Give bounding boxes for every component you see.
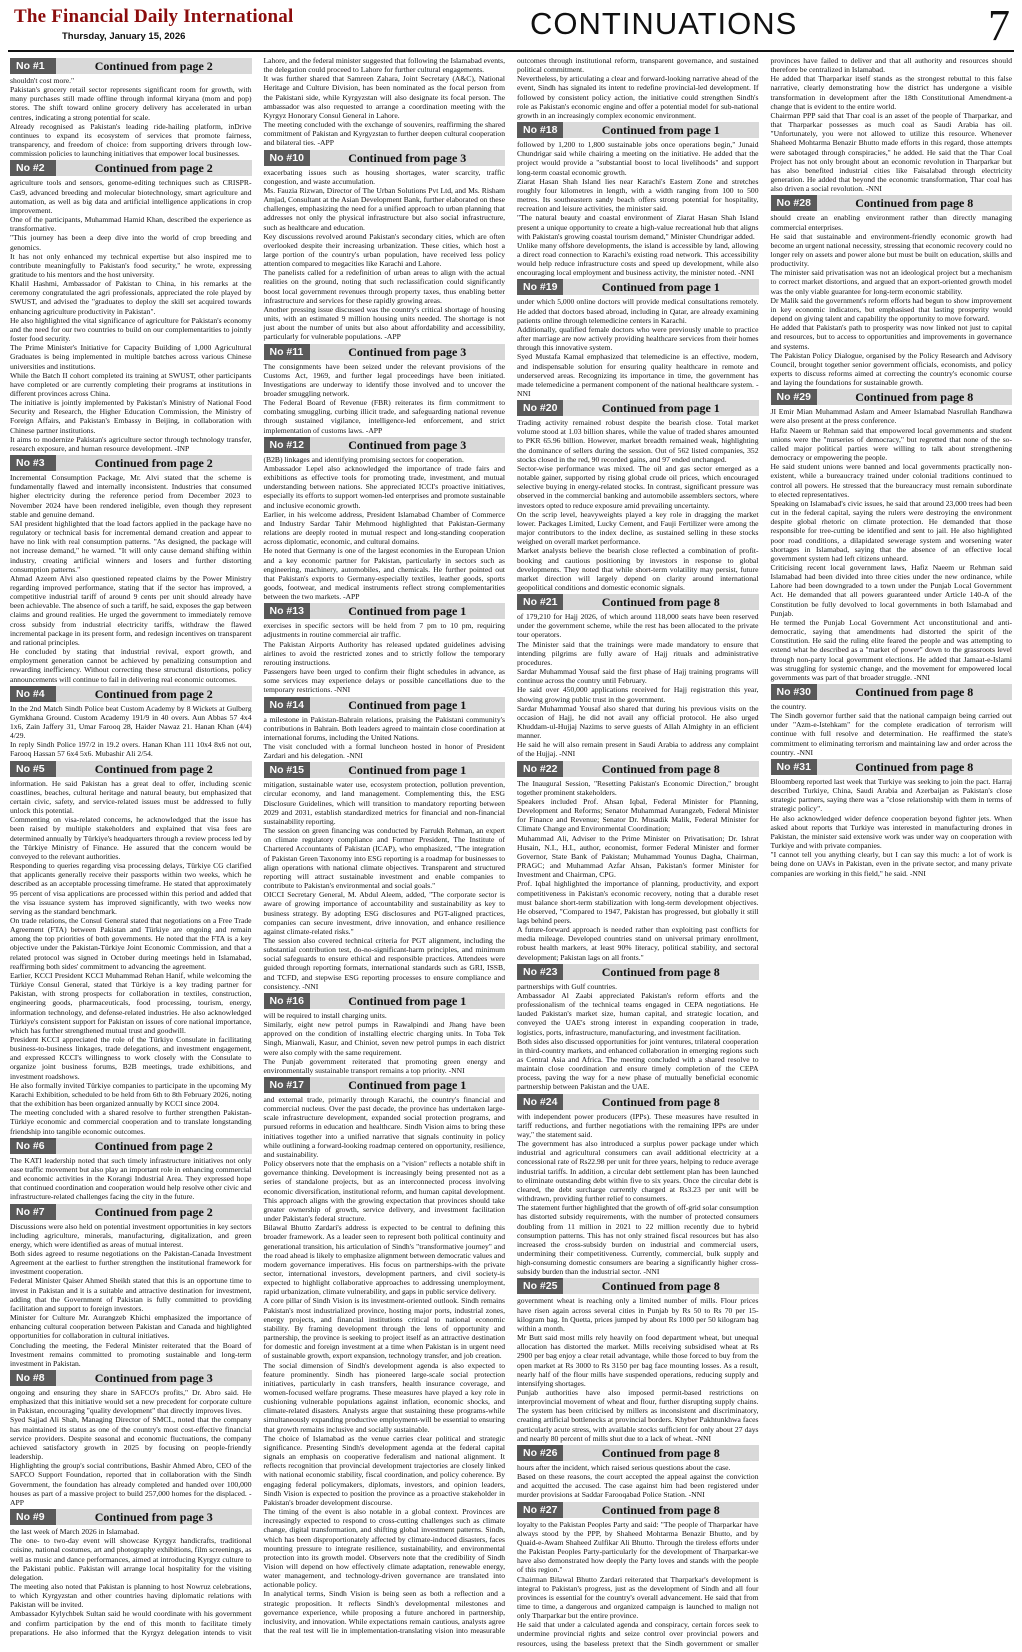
story-paragraph: Khalil Hashmi, Ambassador of Pakistan to China, in his remarks at the ceremony congratulated the agri professionals, appreciated the role played by SWUST, and advised the "graduates to deploy the skill set acquired towards enhancing agriculture productivity in Pakistan". bbox=[10, 279, 252, 316]
story-body bbox=[517, 418, 759, 592]
story-paragraph: The Inaugural Session, "Resetting Pakistan's Economic Direction," brought together prominent stakeholders. bbox=[517, 778, 759, 797]
continued-story bbox=[517, 594, 759, 759]
continued-story bbox=[517, 122, 759, 277]
story-paragraph: He also acknowledged wider defence cooperation beyond fighter jets. When asked about reports that Turkiye was interested in manufacturing drones in Pakistan, the minister said extensive work was under way on cooperation with Turkiye and with private companies. bbox=[770, 813, 1012, 851]
story-header bbox=[264, 603, 506, 619]
story-paragraph: He said student unions were banned and local governments practically non-existent, while a bureaucracy trained under colonial traditions continued to control all powers. He stressed that the bureaucracy must remain subordinate to elected representatives. bbox=[770, 462, 1012, 499]
section-title: CONTINUATIONS bbox=[530, 6, 798, 41]
story-paragraph: (B2B) linkages and identifying promising sectors for cooperation. bbox=[263, 454, 464, 464]
story-number: No #5 bbox=[10, 761, 56, 777]
continued-from-label: Continued from page 3 bbox=[348, 437, 467, 452]
story-header bbox=[10, 1138, 252, 1154]
story-paragraph: Ms. Fauzia Rizwan, Director of The Urban Solutions Pvt Ltd, and Ms. Risham Amjad, Consultant at the Asian Development Bank, further elaborated on these challenges, emphasizing the need for a unified approach to urban planning that addresses not only the physical infrastructure but also social infrastructure, such as healthcare and education. bbox=[263, 185, 505, 232]
story-paragraph: Sardar Muhammad Yousaf also shared that during his previous visits on the occasion of Hajj, he did not avail any official protocol. He also urged Khuddam-ul-Hujjaj Nazims to serve guests of Allah Almighty in an efficient manner. bbox=[517, 703, 759, 741]
story-body bbox=[517, 779, 759, 962]
story-paragraph: Discussions were also held on potential investment opportunities in key sectors including agriculture, minerals, manufacturing, digitalization, and green energy, which were identified as areas of mutual interest. bbox=[10, 1221, 252, 1249]
story-paragraph: He also highlighted the vital significance of agriculture for Pakistan's economy and the need for our two countries to build on our complementarities to jointly foster food security. bbox=[10, 315, 252, 344]
story-paragraph: Market analysts believe the bearish close reflected a combination of profit-booking and cautious positioning by investors in response to global developments. They noted that while short-term volatility may persist, future market direction will largely depend on clarity around international geopolitical conditions and domestic economic signals. bbox=[517, 546, 759, 592]
story-body bbox=[10, 779, 252, 1136]
story-paragraph: In reply Sindh Police 197/2 in 19.2 overs. Hanan Khan 111 10x4 8x6 not out, Farooq Hassan 57 6x4 5x6. Mubashir Ali 2/54. bbox=[10, 740, 252, 759]
story-body bbox=[517, 140, 759, 277]
story-number: No #26 bbox=[517, 1445, 563, 1461]
story-paragraph: The Federal Board of Revenue (FBR) reiterates its firm commitment to combating smuggling, curbing illicit trade, and safeguarding national revenue through sustained vigilance, intelligence-led enforcement, and strict implementation of customs laws. -APP bbox=[263, 398, 505, 435]
story-paragraph: Key discussions revolved around Pakistan's secondary cities, which are often overlooked despite their increasing urbanization. These cities, which host a large portion of the country's urban population, have received less policy attention compared to megacities like Karachi and Lahore. bbox=[263, 231, 505, 269]
story-paragraph: He also formally invited Türkiye companies to participate in the upcoming My Karachi Exhibition, scheduled to be held from 6th to 8th February 2026, noting that the exhibition has been organized annually by KCCI since 2004. bbox=[10, 1080, 252, 1109]
story-paragraph: Concluding the meeting, the Federal Minister reiterated that the Board of Investment remains committed to promoting sustainable and long-term investment in Pakistan. bbox=[10, 1340, 252, 1368]
story-body bbox=[517, 1112, 759, 1277]
story-paragraph: It aims to modernize Pakistan's agriculture sector through technology transfer, research exposure, and human resource development. -INP bbox=[10, 434, 252, 453]
story-body bbox=[771, 702, 1013, 757]
story-paragraph: It was further shared that Samreen Zahara, Joint Secretary (A&C), National Heritage and Culture Division, has been nominated as the focal person from the Pakistani side, while Kyrgyzstan will also designate its focal person. The ambassador was also requested to arrange a coordination meeting with the Kyrgyz Honorary Consul General in Lahore. bbox=[263, 74, 505, 120]
story-paragraph: the last week of March 2026 in Islamabad. bbox=[10, 1527, 140, 1537]
continued-from-label: Continued from page 2 bbox=[94, 161, 213, 176]
story-paragraph: Already recognised as Pakistan's leading ride-hailing platform, inDrive continues to expand its ecosystem of services that promote fairness, transparency, and freedom of choice: from supporting drivers through low-commission policies to launching initiatives that empower local businesses. bbox=[10, 121, 252, 159]
continued-story bbox=[10, 761, 252, 1136]
story-header bbox=[264, 697, 506, 713]
story-paragraph: Based on these reasons, the court accepted the appeal against the conviction and acquitted the accused. The case against him had been registered under murder provisions at Saddar Farooqabad Police Station. -NNI bbox=[517, 1472, 759, 1500]
continued-story bbox=[517, 279, 759, 398]
story-paragraph: of 179,210 for Hajj 2026, of which around 118,000 seats have been reserved under the government scheme, while the rest has been allocated to the private tour operators. bbox=[517, 612, 759, 640]
story-number: No #7 bbox=[10, 1204, 56, 1220]
story-body bbox=[517, 297, 759, 398]
story-number: No #28 bbox=[771, 195, 817, 211]
story-body bbox=[264, 1011, 506, 1075]
story-paragraph: Hafiz Naeem ur Rehman said that empowered local governments and student unions were the "nurseries of democracy," but regretted that none of the so-called major political parties were willing to talk about strengthening democracy or empowering the people. bbox=[770, 425, 1012, 463]
story-paragraph: partnerships with Gulf countries. bbox=[517, 981, 617, 991]
story-paragraph: The timing of the event is also notable in a global context. Provinces are increasingly expected to respond to cross-cutting challenges such as climate change, digital transformation, and shifting global investment patterns. Sindh, which has been disproportionately affected by climate-induced disasters, faces mounting pressure to integrate resilience, sustainability, and environmental protection into its growth model. Observers note that the credibility of Sindh Vision will depend on how effectively climate adaptation, renewable energy, water management, and technology-driven governance are translated into actionable policy. bbox=[263, 1507, 505, 1590]
story-paragraph: He added that Pakistan's path to prosperity was now linked not just to capital and resources, but to access to opportunities and improvements in governance and systems. bbox=[770, 323, 1012, 351]
story-paragraph: Trading activity remained robust despite the bearish close. Total market volume stood at 1.03 billion shares, while the value of traded shares amounted to PKR 65.96 billion. However, market breadth remained weak, highlighting the dominance of sellers during the session. Out of 562 listed companies, 352 stocks closed in the red, 90 recorded gains, and 97 ended unchanged. bbox=[517, 418, 759, 464]
continued-from-label: Continued from page 3 bbox=[348, 150, 467, 165]
story-number: No #20 bbox=[517, 400, 563, 416]
continued-from-label: Continued from page 8 bbox=[601, 761, 720, 776]
story-paragraph: The one- to two-day event will showcase Kyrgyz handicrafts, traditional cuisine, national costumes, art and photography exhibitions, film screenings, as well as music and dance performances, aimed at introducing Kyrgyz culture to the Pakistani public. Pakistan will arrange local hospitality for the visiting delegation. bbox=[10, 1536, 252, 1582]
story-paragraph: Additionally, qualified female doctors who were previously unable to practice after marriage are now actively providing healthcare services from their homes through this innovative system. bbox=[517, 324, 759, 353]
continued-story bbox=[264, 150, 506, 342]
story-paragraph: He termed the Punjab Local Government Act unconstitutional and anti-democratic, saying that amendments had distorted the spirit of the Constitution. He said the ruling elite feared the people and was attempting to extend what he described as a "market of power" down to the grassroots level through non-party local government elections. He added that Jamaat-e-Islami was struggling for systemic change, and the movement for empowered local governments was part of that broader struggle. -NNI bbox=[770, 617, 1012, 682]
story-paragraph: The statement further highlighted that the growth of off-grid solar consumption has distorted subsidy requirements, with the number of protected consumers doubling from 11 million in 2021 to 22 million recently due to hybrid consumption patterns. This has not only strained fiscal resources but has also increased the cross-subsidy burden on industrial and commercial users, undermining their competitiveness. Currently, commercial, bulk supply and high-consuming domestic consumers are bearing a significantly higher cross-subsidy burden than the industrial sector. -NNI bbox=[517, 1203, 759, 1277]
continued-from-label: Continued from page 1 bbox=[348, 697, 467, 712]
story-body bbox=[771, 777, 1013, 878]
story-paragraph: On trade relations, the Consul General stated that negotiations on a Free Trade Agreement (FTA) between Pakistan and Türkiye are ongoing and remain among the top priorities of both governments. He noted that the FTA is a key objective under the Pakistan-Türkiye Joint Economic Commission, and that a related protocol was signed in October during meetings held in Islamabad, reaffirming both sides' commitment to advancing the agreement. bbox=[10, 915, 252, 971]
story-number: No #9 bbox=[10, 1509, 56, 1525]
story-paragraph: While the Batch II cohort completed its training at SWUST, other participants have completed or are currently completing their programs at institutions in different provinces across China. bbox=[10, 370, 252, 398]
story-number: No #29 bbox=[771, 389, 817, 405]
story-paragraph: Ambassador Lepel also acknowledged the importance of trade fairs and exhibitions as effective tools for promoting trade, investment, and mutual understanding between nations. She appreciated ICCI's proactive initiatives, especially its efforts to support women-led enterprises and promote sustainable and inclusive economic growth. bbox=[263, 463, 505, 510]
story-paragraph: The meeting concluded with the exchange of souvenirs, reaffirming the shared commitment of Pakistan and Kyrgyzstan to further deepen cultural cooperation and bilateral ties. -APP bbox=[263, 120, 505, 148]
story-paragraph: Passengers have been urged to confirm their flight schedules in advance, as some services may experience delays or possible cancellations due to the temporary restrictions. -NNI bbox=[263, 667, 505, 695]
story-paragraph: He said he will also remain present in Saudi Arabia to address any complaint of the Hujjaj. -NNI bbox=[517, 740, 759, 759]
story-number: No #4 bbox=[10, 686, 56, 702]
story-paragraph: The choice of Islamabad as the venue carries clear political and strategic significance. Presenting Sindh's development agenda at the federal capital signals an emphasis on cooperative federalism and national alignment. It reflects recognition that provincial development trajectories are closely linked with national economic stability, fiscal coordination, and policy coherence. By engaging federal policymakers, diplomats, investors, and opinion leaders, Sindh Vision is expected to position the province as a proactive stakeholder in Pakistan's broader development discourse. bbox=[263, 1433, 505, 1507]
publication-title: The Financial Daily International bbox=[14, 6, 294, 27]
continued-story bbox=[10, 1370, 252, 1507]
story-number: No #15 bbox=[264, 762, 310, 778]
story-number: No #24 bbox=[517, 1094, 563, 1110]
story-header bbox=[517, 964, 759, 980]
story-paragraph: The consignments have been seized under the relevant provisions of the Customs Act, 1969, and further legal proceedings have been initiated. Investigations are underway to identify those involved and to uncover the broader smuggling network. bbox=[263, 361, 505, 398]
story-paragraph: In analytical terms, Sindh Vision is being seen as both a reflection and a strategic proposition. It reflects Sindh's developmental milestones and governance experience, while proposing a future anchored in partnership, inclusivity, and innovation. While expectations remain cautious, analysts agree that the real test will lie in implementation-translating vision into measurable outcomes through institutional reform, transparent governance, and sustained political commitment. bbox=[263, 56, 759, 1636]
continued-story bbox=[771, 389, 1013, 682]
story-columns bbox=[10, 56, 1012, 1648]
story-header bbox=[10, 58, 252, 74]
story-paragraph: will be required to install charging units. bbox=[263, 1010, 387, 1020]
story-paragraph: He added that Tharparkar itself stands as the strongest rebuttal to this false narrative, clearly demonstrating how the district has undergone a visible transformation in development after the 18th Constitutional Amendment-a change that is evident to the entire world. bbox=[770, 74, 1012, 111]
story-header bbox=[517, 1502, 759, 1518]
story-paragraph: Minister for Culture Mr. Aurangzeb Khichi emphasized the importance of enhancing cultural cooperation between Pakistan and Canada and highlighted opportunities for collaboration in cultural initiatives. bbox=[10, 1313, 252, 1341]
masthead-rule bbox=[8, 50, 1014, 52]
story-body bbox=[10, 704, 252, 759]
story-paragraph: Both sides also discussed opportunities for joint ventures, trilateral cooperation in third-country markets, and enhanced collaboration in emerging regions such as Central Asia and Africa. The meeting concluded with a shared resolve to maintain close coordination and ensure timely completion of the CEPA process, paving the way for a new phase of mutually beneficial economic partnership between Pakistan and the UAE. bbox=[517, 1036, 759, 1092]
story-paragraph: A future-forward approach is needed rather than exploiting past conflicts for media mileage. Developed countries stand on universal primary enrollment, robust health markers, at least 90% literacy, political stability, and sectoral development; Pakistan lags on all fronts." bbox=[517, 925, 759, 962]
story-paragraph: hours after the incident, which raised serious questions about the case. bbox=[517, 1462, 731, 1472]
story-header bbox=[771, 389, 1013, 405]
continued-story bbox=[771, 195, 1013, 387]
continued-story bbox=[264, 344, 506, 435]
story-number: No #8 bbox=[10, 1370, 56, 1386]
story-body bbox=[264, 168, 506, 342]
continued-from-label: Continued from page 2 bbox=[94, 59, 213, 73]
story-paragraph: Unlike many offshore developments, the island is accessible by land, allowing a direct road connection to Karachi's existing road network. This accessibility would help reduce infrastructure costs and speed up development, while also encouraging local employment and business activity, the minister noted. -NNI bbox=[517, 240, 759, 278]
continued-from-label: Continued from page 8 bbox=[601, 1502, 720, 1517]
continued-from-label: Continued from page 2 bbox=[94, 686, 213, 701]
story-body bbox=[264, 715, 506, 761]
story-paragraph: Chairman Bilawal Bhutto Zardari reiterated that Tharparkar's development is integral to Pakistan's progress, just as the development of Sindh and all four provinces is essential for the country's overall advancement. He said that from time to time, a dangerous and organized campaign is launched to malign not only Tharparkar but the entire province. bbox=[517, 1574, 759, 1621]
masthead bbox=[0, 0, 1022, 52]
continued-story bbox=[264, 603, 506, 694]
story-paragraph: agriculture tools and sensors, genome-editing techniques such as CRISPR-Cas9, advanced breeding and molecular biotechnology, smart agriculture and automation, as well as big data and artificial intelligence applications in crop improvement. bbox=[10, 178, 252, 215]
story-paragraph: Criticising recent local government laws, Hafiz Naeem ur Rehman said Islamabad had been divided into three cities under the new ordinance, while Lahore had been downgraded to a town under the Punjab Local Government Act. He demanded that all powers guaranteed under Article 140-A of the Constitution be fully devolved to local governments in both Islamabad and Punjab. bbox=[770, 562, 1012, 618]
continued-from-label: Continued from page 8 bbox=[601, 595, 720, 610]
story-paragraph: On the scrip level, heavyweights played a key role in dragging the market lower. Packages Limited, Lucky Cement, and Fauji Fertilizer were among the major contributors to the index decline, as sustained selling in these stocks weighed on overall market performance. bbox=[517, 509, 759, 547]
story-paragraph: with independent power producers (IPPs). These measures have resulted in tariff reductions, and further negotiations with the remaining IPPs are under way," the statement said. bbox=[517, 1111, 759, 1139]
continued-story bbox=[10, 1138, 252, 1202]
story-paragraph: The minister said privatisation was not an ideological project but a mechanism to correct market distortions, and argued that an export-oriented growth model was the only viable guarantee for long-term economic stability. bbox=[770, 268, 1012, 296]
story-number: No #12 bbox=[264, 437, 310, 453]
story-body bbox=[517, 612, 759, 759]
story-header bbox=[517, 1445, 759, 1461]
continued-story bbox=[10, 58, 252, 158]
story-number: No #23 bbox=[517, 964, 563, 980]
story-paragraph: It has not only enhanced my technical expertise but also inspired me to contribute meaningfully to Pakistan's food security," he wrote, expressing gratitude to his mentors and the host university. bbox=[10, 251, 252, 279]
continued-from-label: Continued from page 8 bbox=[601, 964, 720, 979]
story-paragraph: JI Emir Mian Muhammad Aslam and Ameer Islamabad Nasrullah Randhawa were also present at the press conference. bbox=[770, 407, 1012, 426]
story-number: No #3 bbox=[10, 455, 56, 471]
story-paragraph: Ambassador Kylychbek Sultan said he would coordinate with his government and confirm participation by the end of this month to facilitate timely preparations. He also informed that the Kyrgyz delegation intends to visit Lahore, and the federal minister suggested that following the Islamabad events, the delegation could proceed to Lahore for further cultural engagements. bbox=[10, 56, 505, 1637]
story-paragraph: Bloomberg reported last week that Turkiye was seeking to join the pact. Harraj described Turkiye, China, Saudi Arabia and Azerbaijan as Pakistan's close strategic partners, saying there was a "close relationship with them in terms of strategic policy". bbox=[770, 776, 1012, 814]
story-paragraph: Earlier, in his welcome address, President Islamabad Chamber of Commerce and Industry Sardar Tahir Mehmood highlighted that Pakistan-Germany relations are deeply rooted in mutual respect and long-standing cooperation across diplomatic, economic, and cultural domains. bbox=[263, 509, 505, 547]
story-number: No #21 bbox=[517, 594, 563, 610]
story-paragraph: The KATI leadership noted that such timely infrastructure initiatives not only ease traffic movement but also play an important role in enhancing commercial and economic activities in the Korangi Industrial Area. They expressed hope that continued coordination and cooperation would help resolve other civic and infrastructure-related challenges facing the city in the future. bbox=[10, 1155, 252, 1202]
story-paragraph: Chairman PPP said that Thar coal is an asset of the people of Tharparkar, and that Tharparkar possesses as much coal as Saudi Arabia has oil. "Unfortunately, you were not allowed to utilize this resource. Whenever Shaheed Mohtarma Benazir Bhutto made efforts in this regard, those attempts were sabotaged through conspiracies," he added. He said that the Thar Coal Project has not only brought about an economic revolution in Tharparkar but has also benefited industrial cities like Faisalabad through electricity generation. He added that beyond the economic transformation, Thar coal has also driven a social revolution. -NNI bbox=[770, 110, 1012, 194]
story-body bbox=[10, 1156, 252, 1202]
story-header bbox=[10, 1204, 252, 1220]
story-paragraph: Earlier, KCCI President KCCI Muhammad Rehan Hanif, while welcoming the Türkiye Consul General, stated that Türkiye is a key trading partner for Pakistan, with strong prospects for collaboration in textiles, construction, engineering goods, pharmaceuticals, food processing, tourism, energy, information technology, and defense-related industries. He also acknowledged Türkiye's consistent support for Pakistan on issues of core national importance, which has further strengthened mutual trust and goodwill. bbox=[10, 970, 252, 1035]
story-paragraph: "I cannot tell you anything clearly, but I can say this much: a lot of work is being done on UAVs in Pakistan, even in the private sector, and many private companies are working in this field," he said. -NNI bbox=[770, 850, 1012, 878]
continued-story bbox=[517, 761, 759, 962]
story-paragraph: The Punjab government reiterated that promoting green energy and environmentally sustainable transport remains a top priority. -NNI bbox=[263, 1056, 505, 1075]
story-paragraph: "This journey has been a deep dive into the world of crop breeding and genomics. bbox=[10, 233, 252, 252]
story-header bbox=[10, 1370, 252, 1386]
story-paragraph: Commenting on visa-related concerns, he acknowledged that the issue has been raised by multiple stakeholders and explained that visa fees are determined annually by Türkiye's headquarters through a review process led by the Türkiye Ministry of Finance. He assured that the concern would be conveyed to the relevant authorities. bbox=[10, 815, 252, 861]
continued-from-label: Continued from page 2 bbox=[94, 1204, 213, 1219]
story-paragraph: followed by 1,200 to 1,800 sustainable jobs once operations begin," Junaid Chundrigar said while chairing a meeting on the initiative. He added that the project would provide a "substantial boost to local livelihoods" and support long-term coastal economic growth. bbox=[517, 140, 759, 177]
story-number: No #6 bbox=[10, 1138, 56, 1154]
story-paragraph: He concluded by stating that industrial revival, export growth, and employment generation cannot be achieved by penalizing consumption and rewarding inefficiency. Without correcting these structural distortions, policy announcements will continue to fail in delivering real economic outcomes. bbox=[10, 647, 252, 684]
story-body bbox=[264, 780, 506, 991]
continued-from-label: Continued from page 8 bbox=[855, 685, 974, 699]
story-paragraph: Syed Mustafa Kamal emphasized that telemedicine is an effective, modern, and indispensable solution for ensuring quality healthcare in remote and underserved areas. Recognizing its importance in time, the government has made telemedicine a permanent component of the national healthcare system. -NNI bbox=[517, 352, 759, 398]
story-paragraph: The government has also introduced a surplus power package under which industrial and agricultural consumers can avail additional electricity at a concessional rate of Rs22.98 per unit for three years, helping to reduce average industrial tariffs. In addition, a circular debt settlement plan has been launched to eliminate outstanding debt within five to six years. Once the circular debt is cleared, the debt surcharge currently charged at Rs3.23 per unit will be withdrawn, providing further relief to consumers. bbox=[517, 1139, 759, 1204]
story-body bbox=[264, 621, 506, 694]
story-paragraph: Dr Malik said the government's reform efforts had begun to show improvement in key economic indicators, but emphasised that lasting prosperity would depend on giving talent and capability the opportunity to move forward. bbox=[770, 295, 1012, 324]
continued-story bbox=[771, 759, 1013, 878]
continued-from-label: Continued from page 8 bbox=[601, 1445, 720, 1460]
story-paragraph: The Pakistan Policy Dialogue, organised by the Policy Research and Advisory Council, brought together senior government officials, economists, and policy experts to discuss reforms aimed at correcting the country's economic course and laying the foundations for sustainable growth. bbox=[770, 350, 1012, 388]
story-number: No #30 bbox=[771, 684, 817, 700]
continued-from-label: Continued from page 1 bbox=[348, 604, 467, 619]
story-header bbox=[264, 993, 506, 1009]
story-body bbox=[517, 1463, 759, 1500]
story-paragraph: under which 5,000 online doctors will provide medical consultations remotely. He added that doctors based abroad, including in Qatar, are already examining patients online through telemedicine centers in Karachi. bbox=[517, 297, 759, 325]
story-paragraph: Speaking on Islamabad's civic issues, he said that around 23,000 trees had been cut in the federal capital, saying the rulers were destroying the environment despite global rhetoric on climate protection. He demanded that those responsible for tree-cutting be identified and sent to jail. He also highlighted poor road conditions, a dilapidated sewerage system and worsening water shortages in Islamabad, saying that the absence of an effective local government system had left citizens unheard. bbox=[770, 498, 1012, 563]
story-paragraph: Bilawal Bhutto Zardari's address is expected to be central to defining this broader framework. As a leader seen to represent both political continuity and generational transition, his articulation of Sindh's "transformative journey" and the road ahead is likely to emphasize alignment between democratic values and modern governance imperatives. His focus on partnerships-with the private sector, international investors, development partners, and civil society-is expected to highlight collaborative approaches to addressing unemployment, rapid urbanization, climate vulnerability, and gaps in public service delivery. bbox=[263, 1223, 505, 1297]
continued-story bbox=[517, 1094, 759, 1277]
story-body bbox=[10, 1388, 252, 1507]
story-paragraph: "The natural beauty and coastal environment of Ziarat Hasan Shah Island present a unique opportunity to create a high-value recreational hub that aligns with Pakistan's growing coastal tourism demand," Minister Chundrigar added. bbox=[517, 213, 759, 241]
continued-from-label: Continued from page 8 bbox=[601, 1279, 720, 1294]
story-paragraph: The session also covered technical criteria for PGT alignment, including the substantial contribution test, do-no-significant-harm principles, and minimum social safeguards to ensure ethical and responsible practices. Attendees were guided through reporting formats, international standards such as GRI, ISSB, and TCFD, and stepwise ESG reporting processes to ensure compliance and consistency. -NNI bbox=[263, 935, 505, 991]
story-paragraph: Ziarat Hasan Shah Island lies near Karachi's Eastern Zone and stretches roughly four kilometres in length, with a width ranging from 100 to 500 metres. Its southeastern sandy beach offers strong potential for hospitality, recreation and leisure activities, the minister said. bbox=[517, 176, 759, 214]
story-paragraph: Sector-wise performance was mixed. The oil and gas sector emerged as a notable gainer, supported by rising global crude oil prices, which encouraged selective buying in energy-related stocks. In contrast, significant pressure was observed in the commercial banking and automobile assemblers sectors, where investors opted to reduce exposure amid prevailing uncertainty. bbox=[517, 463, 759, 510]
story-paragraph: Policy observers note that the emphasis on a "vision" reflects a notable shift in governance thinking. Development is increasingly being presented not as a series of standalone projects, but as an interconnected process involving economic diversification, institutional reform, and human capital development. This approach aligns with the growing expectation that provinces should take greater ownership of growth, service delivery, and investment facilitation under Pakistan's federal structure. bbox=[263, 1159, 505, 1224]
story-paragraph: Syed Sajjad Ali Shah, Managing Director of SMCL, noted that the company has maintained its status as one of the country's most cost-effective financial service providers. Despite seasonal and economic fluctuations, the company achieved satisfactory growth in 2025 by focusing on people-friendly leadership. bbox=[10, 1415, 252, 1462]
continued-from-label: Continued from page 2 bbox=[94, 761, 213, 776]
story-paragraph: Speakers included Prof. Ahsan Iqbal, Federal Minister for Planning, Development and Reforms; Senator Muhammad Aurangzeb, Federal Minister for Finance and Revenue; Senator Dr. Musadik Malik, Federal Minister for Climate Change and Environmental Coordination; bbox=[517, 796, 759, 834]
story-number: No #19 bbox=[517, 279, 563, 295]
continued-from-label: Continued from page 1 bbox=[348, 1078, 467, 1092]
story-body bbox=[10, 473, 252, 684]
story-paragraph: In the 2nd Match Sindh Police beat Custom Academy by 8 Wickets at Gulberg Gymkhana Ground. Custom Academy 191/9 in 40 overs. Aun Abbas 57 4x4 1x6, Zain Jaffery 31, Umar Farooq 28, Haider Nawaz 21. Hanan Khan (4/4) 4/29. bbox=[10, 703, 252, 741]
story-paragraph: The session on green financing was conducted by Farrukh Rehman, an expert on climate regulatory compliance and Former President, The Institute of Chartered Accountants of Pakistan (ICAP), who emphasized, "The integration of Pakistan Green Taxonomy into ESG reporting is a roadmap for businesses to align operations with national climate objectives. Transparent and structured reporting will attract sustainable investment and enable companies to contribute to Pakistan's environmental and social goals." bbox=[263, 826, 505, 891]
story-paragraph: information. He said Pakistan has a great deal to offer, including scenic coastlines, beaches, cultural heritage and natural beauty, but emphasized that certain civic, safety, and service-related issues must be addressed to fully unlock this potential. bbox=[10, 778, 252, 816]
story-paragraph: exacerbating issues such as housing shortages, water scarcity, traffic congestion, and waste accumulation. bbox=[263, 167, 505, 186]
story-paragraph: ongoing and ensuring they share in SAFCO's profits," Dr. Abro said. He emphasized that this initiative would set a new precedent for corporate culture in Pakistan, encouraging "quality development" that directly improves lives. bbox=[10, 1388, 252, 1416]
story-header bbox=[10, 1509, 252, 1525]
story-body bbox=[10, 178, 252, 453]
continued-story bbox=[517, 964, 759, 1092]
story-paragraph: He noted that Germany is one of the largest economies in the European Union and a key economic partner for Pakistan, particularly in sectors such as engineering, machinery, automobiles, and chemicals. He further pointed out that Pakistan's exports to Germany-especially textiles, leather goods, sports goods, footwear, and medical instruments reflect strong complementarities between the two markets. -APP bbox=[263, 546, 505, 602]
story-paragraph: A core pillar of Sindh Vision is its investment-oriented outlook. Sindh remains Pakistan's most industrialized province, hosting major ports, industrial zones, energy projects, and financial institutions critical to national economic stability. By framing development through the lens of opportunity and partnership, the province is seeking to project itself as an attractive destination for domestic and foreign investment at a time when Pakistan is in urgent need of sustainable growth, export expansion, technology transfer, and job creation. bbox=[263, 1296, 505, 1361]
story-paragraph: Ambassador Al Zaabi appreciated Pakistan's reform efforts and the professionalism of the technical teams engaged in CEPA negotiations. He lauded Pakistan's market size, human capital, and strategic location, and conveyed the UAE's strong interest in expanding cooperation in trade, logistics, ports, infrastructure, manufacturing, and investment facilitation. bbox=[517, 990, 759, 1037]
story-body bbox=[517, 1296, 759, 1443]
story-paragraph: Highlighting the group's social contributions, Bashir Ahmed Abro, CEO of the SAFCO Support Foundation, reported that in collaboration with the Sindh Government, the foundation has already completed and handed over 100,000 houses as part of a massive project to build 257,000 homes for the displaced. -APP bbox=[10, 1461, 252, 1507]
story-number: No #17 bbox=[264, 1077, 310, 1093]
continued-story bbox=[771, 684, 1013, 757]
story-number: No #16 bbox=[264, 993, 310, 1009]
story-body bbox=[771, 213, 1013, 387]
story-paragraph: Responding to queries regarding visa processing delays, Türkiye CG clarified that applicants generally receive their passports within two weeks, which he described as an acceptable processing timeframe. He stated that approximately 95 percent of visa applications are processed within this period and added that the visa issuance system has improved significantly, with two weeks now serving as the standard benchmark. bbox=[10, 861, 252, 916]
continued-from-label: Continued from page 3 bbox=[348, 344, 467, 359]
story-paragraph: He said over 450,000 applications received for Hajj registration this year, showing growing public trust in the government. bbox=[517, 685, 759, 704]
story-paragraph: Incremental Consumption Package, Mr. Alvi stated that the scheme is fundamentally flawed and internally inconsistent. Industries that consumed higher electricity during the reference period from December 2023 to November 2024 have been rendered ineligible, even though they represent stable and genuine demand. bbox=[10, 473, 252, 519]
publication-date: Thursday, January 15, 2026 bbox=[62, 31, 186, 42]
story-paragraph: shouldn't cost more." bbox=[10, 76, 75, 85]
continued-story bbox=[10, 160, 252, 453]
continued-story bbox=[10, 686, 252, 759]
story-paragraph: The meeting also noted that Pakistan is planning to host Nowruz celebrations, to which Kyrgyzstan and other countries having diplomatic relations with Pakistan will be invited. bbox=[10, 1581, 252, 1610]
continued-from-label: Continued from page 8 bbox=[601, 1094, 720, 1109]
story-paragraph: He said that under a calculated agenda and conspiracy, certain forces seek to undermine provincial rights and seize control over provincial powers and resources, using the baseless pretext that the Sindh government or smaller provinces have failed to deliver and that all authority and resources should therefore be centralized in Islamabad. bbox=[517, 56, 1012, 1648]
continued-story bbox=[517, 1445, 759, 1500]
story-paragraph: should create an enabling environment rather than directly managing commercial enterprises. bbox=[770, 213, 1012, 232]
continued-story bbox=[517, 400, 759, 592]
story-paragraph: The Minister said that the trainings were made mandatory to ensure that intending pilgrims are fully aware of Hajj rituals and administrative procedures. bbox=[517, 639, 759, 667]
continued-from-label: Continued from page 2 bbox=[94, 1138, 213, 1153]
continued-from-label: Continued from page 3 bbox=[94, 1510, 213, 1525]
story-paragraph: He said that sustainable and environment-friendly economic growth had become an urgent national necessity, stressing that economic recovery could no longer rely on assets and power alone but must be built on education, skills and productivity. bbox=[770, 231, 1012, 269]
story-paragraph: OICCI Secretary General, M. Abdul Aleem, added, "The corporate sector is aware of growing importance of accountability and sustainability as key to business strategy. By adopting ESG disclosures and PGT-aligned practices, companies can secure investment, drive innovation, and enhance resilience against climate-related risks." bbox=[263, 890, 505, 936]
story-number: No #25 bbox=[517, 1278, 563, 1294]
story-number: No #2 bbox=[10, 160, 56, 176]
continued-from-label: Continued from page 1 bbox=[348, 763, 467, 778]
story-header bbox=[771, 759, 1013, 775]
story-paragraph: and external trade, primarily through Karachi, the country's financial and commercial nucleus. Over the past decade, the province has undertaken large-scale infrastructure development, expanded social protection programs, and pursued reforms in education and healthcare. Sindh Vision aims to bring these initiatives together into a unified narrative that signals continuity in policy while outlining a forward-looking roadmap centered on opportunity, resilience, and sustainability. bbox=[263, 1095, 505, 1159]
story-paragraph: Prof. Iqbal highlighted the importance of planning, productivity, and export competitiveness in Pakistan's economic recovery, noting that a durable reset must balance short-term stabilization with long-term development objectives. He observed, "Compared to 1947, Pakistan has progressed, but globally it still lags behind peers. bbox=[517, 879, 759, 925]
story-paragraph: mitigation, sustainable water use, ecosystem protection, pollution prevention, circular economy, and land management. Complementing this, the ESG Disclosure Guidelines, which will transition to mandatory reporting between 2029 and 2031, establish standardized metrics for financial and non-financial sustainability reporting. bbox=[263, 780, 505, 826]
story-paragraph: exercises in specific sectors will be held from 7 pm to 10 pm, requiring adjustments in routine commercial air traffic. bbox=[263, 621, 505, 640]
story-header bbox=[771, 684, 1013, 700]
story-paragraph: loyalty to the Pakistan Peoples Party and said: "The people of Tharparkar have always stood by the PPP, by Shaheed Mohtarma Benazir Bhutto, and by Quaid-e-Awam Shaheed Zulfikar Ali Bhutto. Through the tireless efforts under the Pakistan Peoples Party-particularly for the development of Tharparkar-we have also demonstrated how deeply the Party loves and stands with the people of this region." bbox=[517, 1519, 759, 1575]
story-header bbox=[10, 160, 252, 176]
story-paragraph: SAI president highlighted that the load factors applied in the package have no regulatory or technical basis for incremental demand creation and appear to have no link with real consumption patterns. "As designed, the package will not increase demand," he warned. "It will only cause demand shifting within industry, creating artificial winners and losers and further distorting consumption patterns." bbox=[10, 518, 252, 574]
story-paragraph: Mr Butt said most mills rely heavily on food department wheat, but unequal allocation has distorted the market. Mills receiving subsidised wheat at Rs 2900 per bag enjoy a clear retail advantage, while those forced to buy from the open market at Rs 3000 to Rs 3150 per bag face mounting losses. As a result, nearly half of the flour mills have suspended operations, reducing supply and intensifying shortages. bbox=[517, 1333, 759, 1388]
story-paragraph: the country. bbox=[770, 702, 807, 711]
story-header bbox=[517, 279, 759, 295]
story-paragraph: Both sides agreed to resume negotiations on the Pakistan-Canada Investment Agreement at the earliest to further strengthen the institutional framework for investment cooperation. bbox=[10, 1248, 252, 1277]
story-number: No #13 bbox=[264, 603, 310, 619]
story-header bbox=[517, 761, 759, 777]
story-body bbox=[771, 407, 1013, 682]
continued-story bbox=[264, 697, 506, 761]
continued-from-label: Continued from page 1 bbox=[348, 993, 467, 1008]
story-paragraph: Sardar Muhammad Yousaf said the first phase of Hajj training programs will continue across the country until February. bbox=[517, 667, 759, 686]
story-paragraph: The meeting concluded with a shared resolve to further strengthen Pakistan-Türkiye economic and commercial cooperation and to translate longstanding friendship into tangible economic outcomes. bbox=[10, 1108, 252, 1136]
continued-from-label: Continued from page 8 bbox=[855, 196, 974, 211]
story-paragraph: Punjab authorities have also imposed permit-based restrictions on interprovincial movement of wheat and flour, further disrupting supply chains. The system has been criticised by millers as inconsistent and discriminatory, creating artificial bottlenecks at provincial borders. Khyber Pakhtunkhwa faces particularly acute stress, with available stocks sufficient for only about 27 days and nearly 80 percent of mills shut due to a lack of wheat. -NNI bbox=[517, 1388, 759, 1443]
story-header bbox=[517, 594, 759, 610]
story-body bbox=[10, 76, 252, 158]
story-paragraph: President KCCI appreciated the role of the Türkiye Consulate in facilitating business-to-business linkages, trade delegations, and investment engagement, and expressed KCCI's willingness to work closely with the Consulate to organize joint business forums, B2B meetings, trade exhibitions, and investment roadshows. bbox=[10, 1035, 252, 1081]
story-number: No #11 bbox=[264, 344, 310, 360]
story-body bbox=[264, 362, 506, 435]
continued-story bbox=[517, 1278, 759, 1443]
story-paragraph: Nevertheless, by articulating a clear and forward-looking narrative ahead of the event, Sindh has signaled its intent to redefine provincial-led development. If followed by consistent policy action, the initiative could strengthen Sindh's role as Pakistan's economic engine and offer a potential model for sub-national growth in an increasingly complex economic environment. bbox=[517, 74, 759, 120]
continued-from-label: Continued from page 8 bbox=[855, 759, 974, 774]
story-paragraph: The Prime Minister's Initiative for Capacity Building of 1,000 Agricultural Graduates is being implemented in multiple batches across various Chinese universities and institutions. bbox=[10, 343, 252, 371]
story-header bbox=[264, 762, 506, 778]
story-header bbox=[264, 150, 506, 166]
story-paragraph: The Pakistan Airports Authority has released updated guidelines advising airlines to avoid the restricted zones and to strictly follow the temporary rerouting instructions. bbox=[263, 639, 505, 667]
story-number: No #31 bbox=[771, 759, 817, 775]
story-number: No #18 bbox=[517, 122, 563, 138]
story-paragraph: The Sindh governor further said that the national campaign being carried out under "Azm-e-Istehkam" for the complete eradication of terrorism will continue with full resolve and determination. He reaffirmed the state's commitment to eliminating terrorism and maintaining law and order across the country. -NNI bbox=[770, 711, 1012, 757]
story-header bbox=[517, 400, 759, 416]
story-number: No #22 bbox=[517, 761, 563, 777]
story-paragraph: Similarly, eight new petrol pumps in Rawalpindi and Jhang have been approved on the condition of installing electric charging units. In Toba Tek Singh, Mianwali, Kasur, and Chiniot, seven new petrol pumps in each district were also comply with the same requirement. bbox=[263, 1020, 505, 1057]
story-body bbox=[517, 982, 759, 1092]
story-header bbox=[517, 1278, 759, 1294]
story-paragraph: Ahmad Azeem Alvi also questioned repeated claims by the Power Ministry regarding improved performance, stating that if the sector has improved, a competitive industrial tariff of around 9 cents per unit should already have been achievable. The absence of such a tariff, he said, exposes the gap between claims and ground realities. He urged the government to immediately remove cross subsidy from industrial electricity tariffs, withdraw the flawed incremental package in its present form, and redesign incentives on transparent and rational principles. bbox=[10, 573, 252, 647]
story-paragraph: Federal Minister Qaiser Ahmed Sheikh stated that this is an opportune time to invest in Pakistan and it is a suitable and attractive destination for investment, adding that the Government of Pakistan is fully committed to providing facilitation and support to foreign investors. bbox=[10, 1276, 252, 1313]
story-header bbox=[10, 761, 252, 777]
story-header bbox=[264, 437, 506, 453]
story-paragraph: One of the participants, Muhammad Hamid Khan, described the experience as transformative. bbox=[10, 215, 252, 234]
continued-from-label: Continued from page 1 bbox=[601, 401, 720, 416]
continued-from-label: Continued from page 1 bbox=[601, 280, 720, 295]
continued-story bbox=[10, 455, 252, 684]
story-header bbox=[10, 686, 252, 702]
story-paragraph: The panelists called for a redefinition of urban areas to align with the actual realities on the ground, noting that such reclassification could significantly boost local government revenues through property taxes, thus enabling better infrastructure and services for these rapidly growing areas. bbox=[263, 268, 505, 305]
continued-story bbox=[264, 437, 506, 602]
story-header bbox=[517, 122, 759, 138]
continued-from-label: Continued from page 1 bbox=[601, 123, 720, 138]
story-paragraph: Another pressing issue discussed was the country's critical shortage of housing units, with an estimated 9 million housing units needed. The shortage is not just about the number of units but also about affordability and accessibility, particularly for vulnerable populations. -APP bbox=[263, 304, 505, 342]
story-number: No #27 bbox=[517, 1502, 563, 1518]
continued-from-label: Continued from page 8 bbox=[855, 390, 974, 405]
story-number: No #10 bbox=[264, 150, 310, 166]
continued-story bbox=[264, 993, 506, 1075]
continued-from-label: Continued from page 3 bbox=[94, 1371, 213, 1385]
continued-story bbox=[10, 1204, 252, 1369]
story-body bbox=[264, 455, 506, 602]
story-paragraph: The social dimension of Sindh's development agenda is also expected to feature prominently. Sindh has pioneered large-scale social protection initiatives, particularly in cash transfers, health insurance coverage, and women-focused welfare programs. These measures have played a key role in cushioning vulnerable populations against inflation, economic shocks, and climate-related disasters. Analysts argue that sustaining these programs-while simultaneously expanding productive employment-will be essential to ensuring that growth remains inclusive and socially sustainable. bbox=[263, 1360, 505, 1434]
story-paragraph: The initiative is jointly implemented by Pakistan's Ministry of National Food Security and Research, the Higher Education Commission, the Ministry of Foreign Affairs, and Pakistan's Embassy in Beijing, in collaboration with Chinese partner institutions. bbox=[10, 398, 252, 435]
story-header bbox=[264, 1077, 506, 1093]
story-paragraph: a milestone in Pakistan-Bahrain relations, praising the Pakistani community's contributions in Bahrain. Both leaders agreed to maintain close coordination at international forums, including the United Nations. bbox=[263, 714, 505, 742]
story-number: No #14 bbox=[264, 697, 310, 713]
story-header bbox=[10, 455, 252, 471]
page-number: 7 bbox=[988, 1, 1010, 50]
story-paragraph: government wheat is reaching only a limited number of mills. Flour prices have risen again across several cities in Punjab by Rs 50 to Rs 70 per 15-kilogram bag. In Quetta, prices jumped by about Rs 1000 per 50 kilogram bag within a month. bbox=[517, 1296, 759, 1333]
story-header bbox=[264, 344, 506, 360]
story-header bbox=[771, 195, 1013, 211]
continued-from-label: Continued from page 2 bbox=[94, 456, 213, 471]
story-paragraph: Pakistan's grocery retail sector represents significant room for growth, with many purchases still made offline through informal kiryana (mom and pop) stores. The shift toward online grocery delivery has accelerated in urban centres, indicating a strong potential for scale. bbox=[10, 85, 252, 122]
story-paragraph: Muhammad Ali, Adviser to the Prime Minister on Privatisation; Dr. Ishrat Husain, N.I., H.I., author, economist, former Federal Minister and former Governor, State Bank of Pakistan; Muhammad Younus Dagha, Chairman, PRAGC; and Muhammad Azfar Ahsan, Pakistan's former Minister for Investment and Chairman, CPG. bbox=[517, 833, 759, 880]
continued-story bbox=[264, 762, 506, 991]
story-paragraph: The visit concluded with a formal luncheon hosted in honor of President Zardari and his delegation. -NNI bbox=[263, 742, 505, 761]
story-body bbox=[10, 1222, 252, 1369]
story-number: No #1 bbox=[10, 58, 56, 74]
story-header bbox=[517, 1094, 759, 1110]
